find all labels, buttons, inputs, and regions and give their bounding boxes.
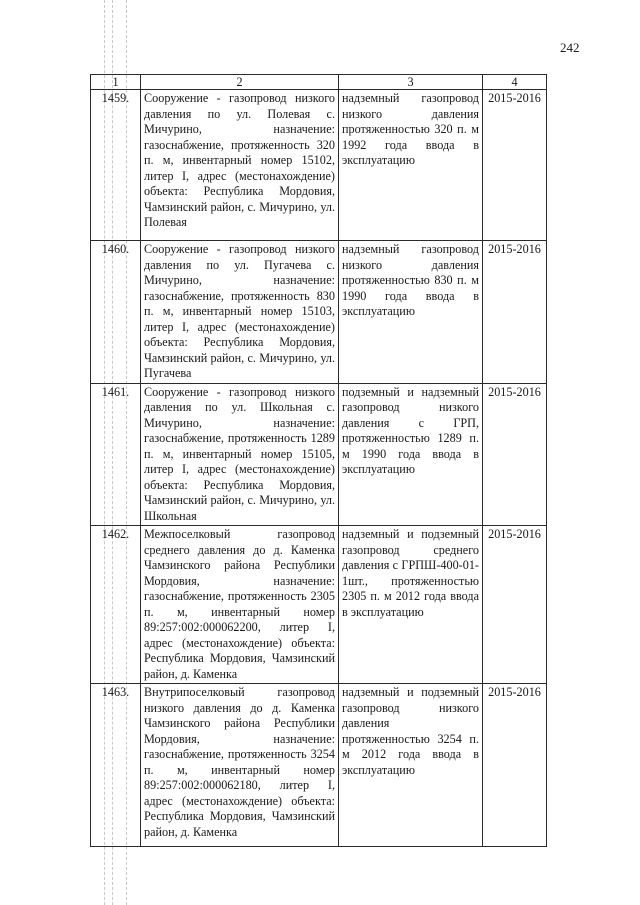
- table-row: [91, 90, 547, 241]
- column-header-2: 2: [141, 75, 339, 90]
- object-characteristics: надземный и подземный газопровод среднего давления с ГРПШ-400-01-1шт., протяженностью 2305 п. м 2012 года ввода в эксплуатацию: [339, 526, 483, 684]
- row-number: 1463.: [91, 684, 141, 847]
- registry-table: [90, 74, 547, 847]
- privatization-period: 2015-2016: [483, 684, 547, 847]
- table-header-row: [91, 75, 547, 90]
- column-header-3: 3: [339, 75, 483, 90]
- page-number: 242: [560, 40, 580, 55]
- row-number: 1460.: [91, 241, 141, 384]
- table-row: [91, 526, 547, 684]
- object-characteristics: подземный и надземный газопровод низкого давления с ГРП, протяженностью 1289 п. м 1990 года ввода в эксплуатацию: [339, 383, 483, 526]
- privatization-period: 2015-2016: [483, 526, 547, 684]
- object-characteristics: надземный газопровод низкого давления протяженностью 320 п. м 1992 года ввода в эксплуатацию: [339, 90, 483, 241]
- table-row: [91, 241, 547, 384]
- row-number: 1462.: [91, 526, 141, 684]
- object-description: Внутрипоселковый газопровод низкого давления до д. Каменка Чамзинского района Республики Мордовия, назначение: газоснабжение, протяженность 3254 п. м, инвентарный номер 89:257:002:000062180, литер I, адрес (местонахождение) объекта: Республика Мордовия, Чамзинский район, д. Каменка: [141, 684, 339, 847]
- object-characteristics: надземный и подземный газопровод низкого давления протяженностью 3254 п. м 2012 года ввода в эксплуатацию: [339, 684, 483, 847]
- table-row: [91, 383, 547, 526]
- row-number: 1461.: [91, 383, 141, 526]
- object-characteristics: надземный газопровод низкого давления протяженностью 830 п. м 1990 года ввода в эксплуатацию: [339, 241, 483, 384]
- object-description: Межпоселковый газопровод среднего давления до д. Каменка Чамзинского района Республики Мордовия, назначение: газоснабжение, протяженность 2305 п. м, инвентарный номер 89:257:002:000062200, литер I, адрес (местонахождение) объекта: Республика Мордовия, Чамзинский район, д. Каменка: [141, 526, 339, 684]
- object-description: Сооружение - газопровод низкого давления по ул. Школьная с. Мичурино, назначение: газоснабжение, протяженность 1289 п. м, инвентарный номер 15105, литер I, адрес (местонахождение) объекта: Республика Мордовия, Чамзинский район, с. Мичурино, ул. Школьная: [141, 383, 339, 526]
- column-header-1: 1: [91, 75, 141, 90]
- object-description: Сооружение - газопровод низкого давления по ул. Полевая с. Мичурино, назначение: газоснабжение, протяженность 320 п. м, инвентарный номер 15102, литер I, адрес (местонахождение) объекта: Республика Мордовия, Чамзинский район, с. Мичурино, ул. Полевая: [141, 90, 339, 241]
- privatization-period: 2015-2016: [483, 241, 547, 384]
- column-header-4: 4: [483, 75, 547, 90]
- object-description: Сооружение - газопровод низкого давления по ул. Пугачева с. Мичурино, назначение: газоснабжение, протяженность 830 п. м, инвентарный номер 15103, литер I, адрес (местонахождение) объекта: Республика Мордовия, Чамзинский район, с. Мичурино, ул. Пугачева: [141, 241, 339, 384]
- row-number: 1459.: [91, 90, 141, 241]
- privatization-period: 2015-2016: [483, 90, 547, 241]
- privatization-period: 2015-2016: [483, 383, 547, 526]
- table-row: [91, 684, 547, 847]
